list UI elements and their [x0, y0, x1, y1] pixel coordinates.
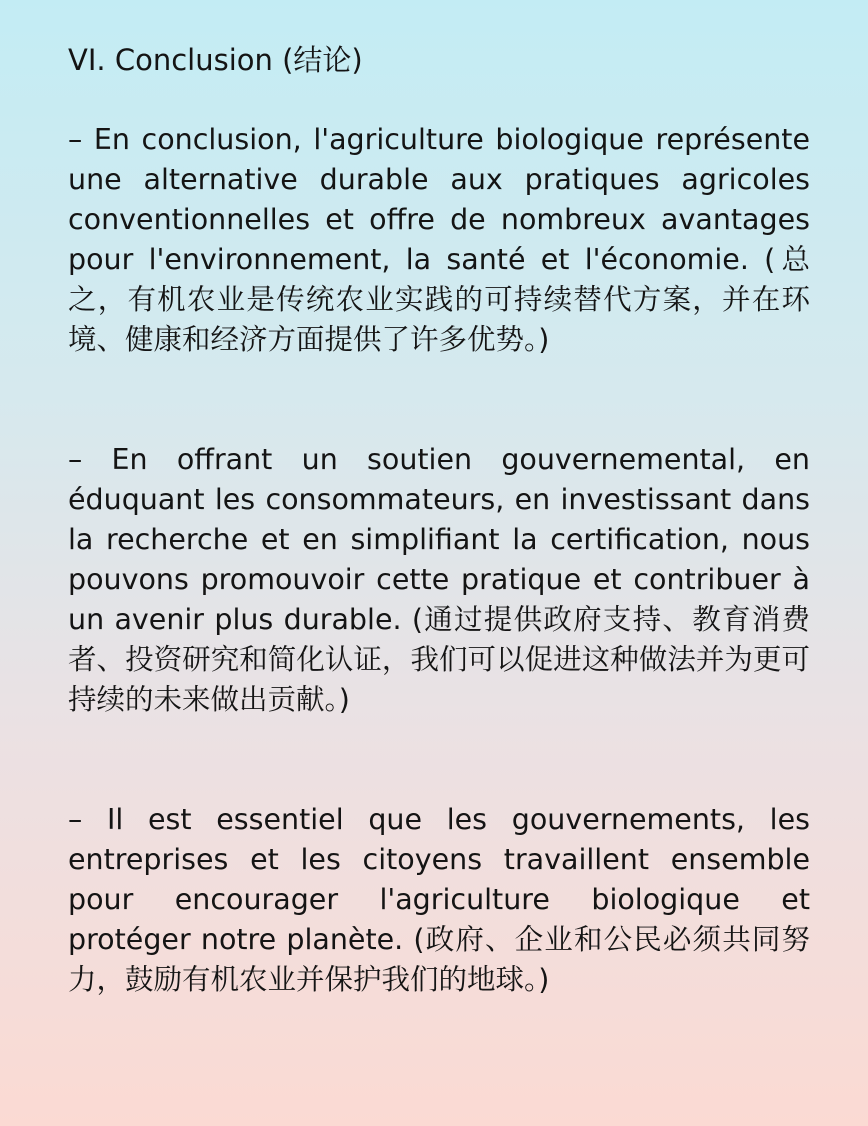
conclusion-paragraph-3: – Il est essentiel que les gouvernements, les entreprises et les citoyens travaillent ensemble pour encourager l'agriculture biologique et protéger notre planète. (政府、企业和公民必须共同努力，鼓励有机农业并保护我们的地球。)	[68, 803, 810, 996]
conclusion-paragraph-1: – En conclusion, l'agriculture biologique représente une alternative durable aux pratiques agricoles conventionnelles et offre de nombreux avantages pour l'environnement, la santé et l'économie. (总之，有机农业是传统农业实践的可持续替代方案，并在环境、健康和经济方面提供了许多优势。)	[68, 123, 810, 356]
conclusion-paragraph-2: – En offrant un soutien gouvernemental, en éduquant les consommateurs, en investissant dans la recherche et en simplifiant la certification, nous pouvons promouvoir cette pratique et contribuer à un avenir plus durable. (通过提供政府支持、教育消费者、投资研究和简化认证，我们可以促进这种做法并为更可持续的未来做出贡献。)	[68, 443, 810, 716]
section-heading: VI. Conclusion (结论)	[68, 43, 363, 77]
